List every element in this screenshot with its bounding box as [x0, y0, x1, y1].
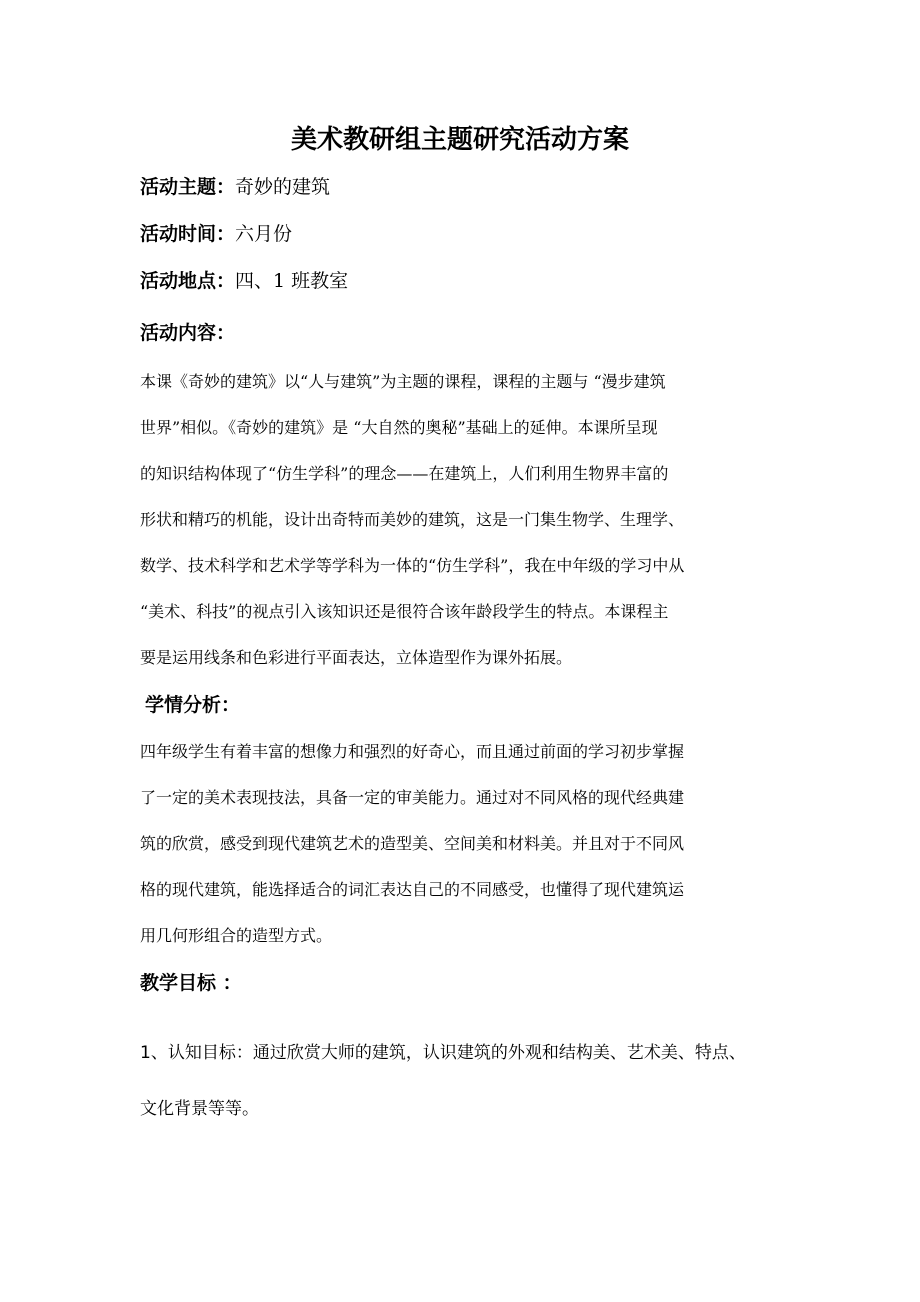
analysis-heading: 学情分析：	[145, 694, 241, 716]
analysis-line: 用几何形组合的造型方式。	[140, 926, 333, 945]
analysis-line: 了一定的美术表现技法，具备一定的审美能力。通过对不同风格的现代经典建	[140, 788, 685, 807]
goal-line: 1、认知目标：通过欣赏大师的建筑，认识建筑的外观和结构美、艺术美、特点、	[140, 1043, 746, 1063]
meta-theme-label: 活动主题：	[140, 176, 236, 198]
meta-location-label: 活动地点：	[140, 270, 236, 292]
content-line: 形状和精巧的机能，设计出奇特而美妙的建筑，这是一门集生物学、生理学、	[140, 510, 685, 529]
meta-theme	[140, 172, 330, 202]
goals-paragraph	[140, 1025, 800, 1137]
content-line: 数学、技术科学和艺术学等学科为一体的“仿生学科”，我在中年级的学习中从	[140, 556, 685, 575]
content-line: “美术、科技”的视点引入该知识还是很符合该年龄段学生的特点。本课程主	[140, 602, 669, 621]
content-paragraph	[140, 359, 800, 681]
meta-time	[140, 219, 292, 249]
meta-time-label: 活动时间：	[140, 223, 236, 245]
meta-theme-value: 奇妙的建筑	[235, 176, 331, 198]
goal-line: 文化背景等等。	[140, 1099, 259, 1119]
goals-heading: 教学目标 ：	[140, 972, 242, 994]
document-title: 美术教研组主题研究活动方案	[290, 125, 629, 155]
analysis-line: 格的现代建筑，能选择适合的词汇表达自己的不同感受，也懂得了现代建筑运	[140, 880, 685, 899]
meta-time-value: 六月份	[235, 223, 293, 245]
content-line: 的知识结构体现了“仿生学科”的理念——在建筑上，人们利用生物界丰富的	[140, 464, 669, 483]
content-line: 本课《奇妙的建筑》以“人与建筑”为主题的课程，课程的主题与 “漫步建筑	[140, 372, 666, 391]
meta-location-value: 四、1 班教室	[235, 270, 349, 292]
content-line: 要是运用线条和色彩进行平面表达，立体造型作为课外拓展。	[140, 648, 573, 667]
content-line: 世界”相似。《奇妙的建筑》是 “大自然的奥秘”基础上的延伸。本课所呈现	[140, 418, 658, 437]
analysis-paragraph	[140, 729, 800, 959]
meta-location	[140, 266, 348, 296]
analysis-line: 筑的欣赏，感受到现代建筑艺术的造型美、空间美和材料美。并且对于不同风	[140, 834, 685, 853]
content-heading: 活动内容：	[140, 322, 236, 344]
analysis-line: 四年级学生有着丰富的想像力和强烈的好奇心，而且通过前面的学习初步掌握	[140, 742, 685, 761]
